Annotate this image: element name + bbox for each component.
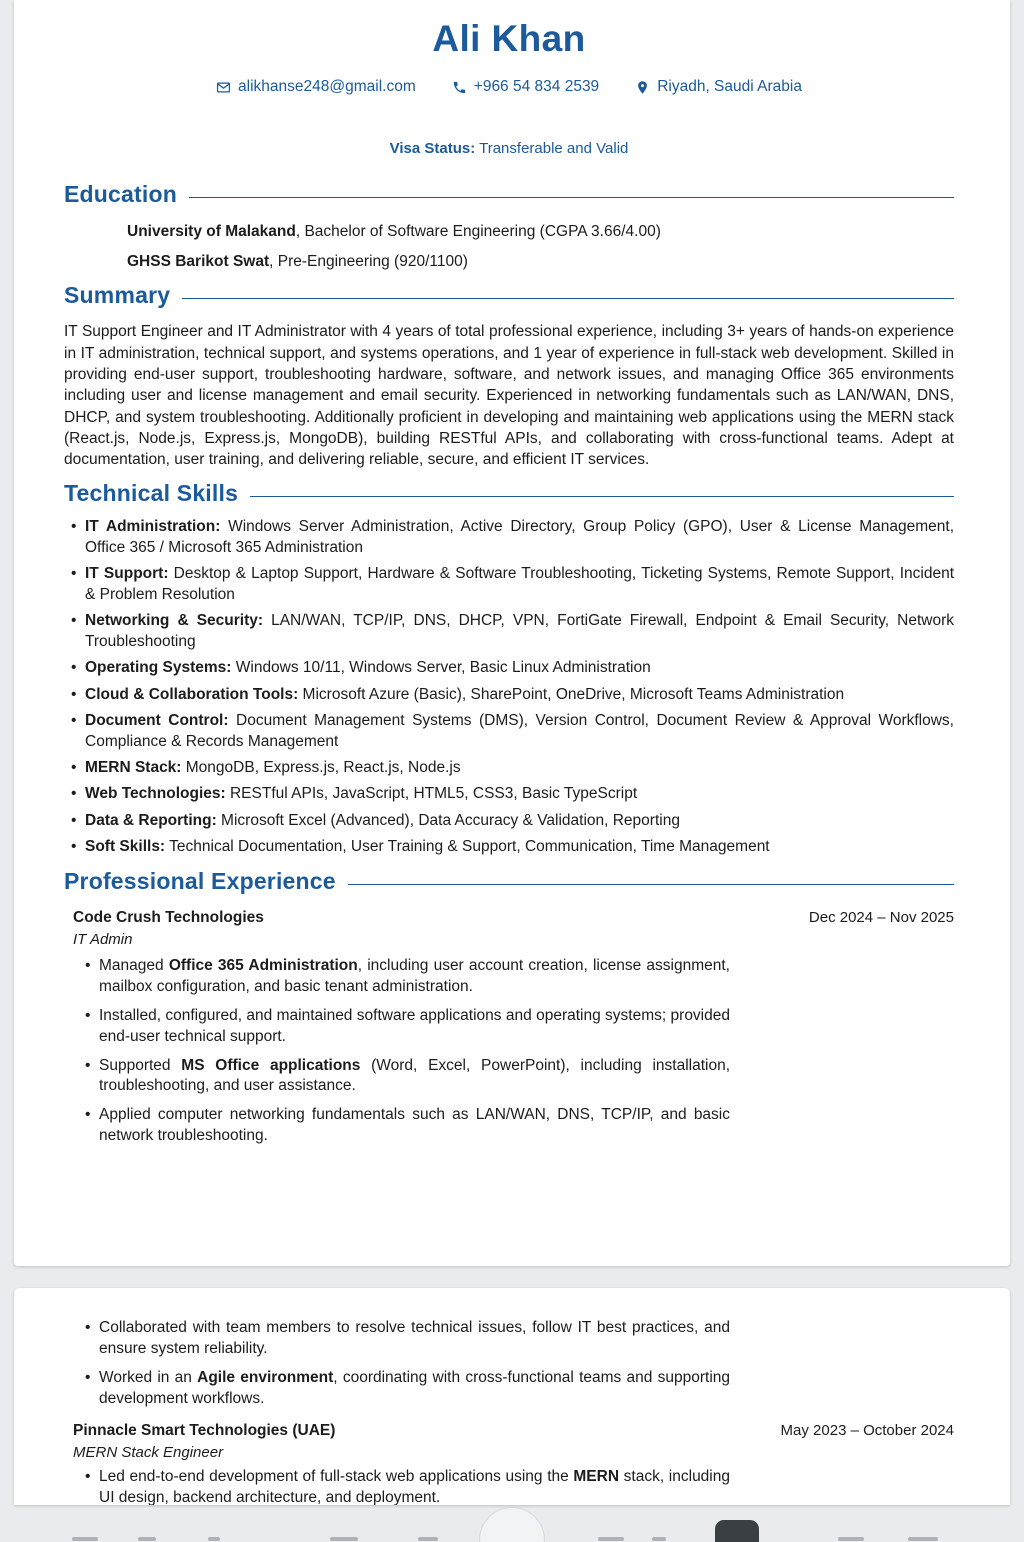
skill-item <box>64 711 954 752</box>
summary-heading-text: Summary <box>64 282 171 309</box>
skill-text: MongoDB, Express.js, React.js, Node.js <box>181 759 461 776</box>
experience-heading-text: Professional Experience <box>64 867 336 894</box>
skill-item <box>64 658 954 678</box>
text: Supported <box>99 1056 182 1074</box>
skill-text: Microsoft Azure (Basic), SharePoint, OneDrive, Microsoft Teams Administration <box>298 685 845 703</box>
skill-label: Soft Skills: <box>85 838 166 856</box>
education-heading-text: Education <box>64 181 177 207</box>
skill-text: Document Management Systems (DMS), Version Control, Document Review & Approval Workflows, Compliance & Records Management <box>85 712 954 750</box>
skill-text: Microsoft Excel (Advanced), Data Accuracy & Validation, Reporting <box>216 811 680 829</box>
education-item <box>127 222 954 242</box>
cutoff-toolbar-glyph <box>598 1537 624 1541</box>
job-header <box>64 1422 954 1440</box>
school-name: GHSS Barikot Swat <box>127 253 270 271</box>
text: (Word, Excel, PowerPoint), including installation, troubleshooting, and user assistance. <box>99 1056 730 1095</box>
contact-phone-text: +966 54 834 2539 <box>473 78 600 95</box>
skill-label: Data & Reporting: <box>85 811 217 829</box>
skill-label: Web Technologies: <box>85 785 226 803</box>
skill-text: RESTful APIs, JavaScript, HTML5, CSS3, Basic TypeScript <box>225 785 638 803</box>
job-bullet <box>85 1056 730 1098</box>
page2-job <box>64 1422 954 1505</box>
text: , coordinating with cross-functional teams and supporting development workflows. <box>99 1368 731 1407</box>
skill-label: IT Administration: <box>85 518 221 536</box>
text: Led end-to-end development of full-stack web applications using the <box>99 1467 574 1485</box>
cutoff-toolbar-glyph <box>72 1537 98 1541</box>
location-icon <box>635 80 650 95</box>
text: , including user account creation, license assignment, mailbox configuration, and basic tenant administration. <box>99 956 730 995</box>
heading-rule <box>189 197 954 198</box>
job-bullet-list <box>64 956 954 1147</box>
visa-status-label: Visa Status: <box>389 140 476 157</box>
cutoff-toolbar-glyph <box>908 1537 938 1541</box>
skill-item <box>64 517 954 558</box>
job-dates: May 2023 – October 2024 <box>780 1421 954 1439</box>
skill-label: Operating Systems: <box>85 659 232 677</box>
skill-text: Desktop & Laptop Support, Hardware & Software Troubleshooting, Ticketing Systems, Remote Support, Incident & Problem Resolution <box>85 565 955 603</box>
contact-location-text: Riyadh, Saudi Arabia <box>657 78 802 95</box>
resume-page-2 <box>14 1288 1010 1505</box>
skill-label: MERN Stack: <box>85 759 182 776</box>
viewer-bottom-bar <box>0 1505 1024 1542</box>
skill-item <box>64 564 954 605</box>
section-heading-experience <box>64 868 954 895</box>
section-heading-skills <box>64 480 954 507</box>
skill-text: LAN/WAN, TCP/IP, DNS, DHCP, VPN, FortiGate Firewall, Endpoint & Email Security, Network Troubleshooting <box>85 612 955 650</box>
skill-text: Windows 10/11, Windows Server, Basic Linux Administration <box>231 659 651 677</box>
text: Collaborated with team members to resolve technical issues, follow IT best practices, and ensure system reliability. <box>99 1319 730 1357</box>
text: stack, including UI design, backend architecture, and deployment. <box>99 1467 730 1505</box>
experience-jobs <box>64 909 954 1147</box>
skill-item <box>64 611 954 652</box>
bold-text: MERN <box>573 1467 620 1485</box>
skill-item <box>64 685 954 705</box>
company-name: Pinnacle Smart Technologies (UAE) <box>73 1421 336 1439</box>
bold-text: Agile environment <box>197 1368 334 1386</box>
page-gap <box>0 1266 1024 1288</box>
cutoff-toolbar-glyph <box>330 1537 358 1541</box>
cutoff-toolbar-glyph <box>652 1537 666 1541</box>
cutoff-toolbar-glyph <box>838 1537 864 1541</box>
job-bullet <box>85 1006 730 1048</box>
text: Worked in an <box>99 1368 198 1386</box>
job-bullet <box>85 1368 730 1410</box>
job-bullet <box>85 1467 730 1505</box>
skills-list <box>64 517 954 857</box>
section-heading-education <box>64 181 954 208</box>
skill-text: Technical Documentation, User Training & Support, Communication, Time Management <box>165 838 770 856</box>
job-bullet-list <box>64 1318 954 1410</box>
contact-email-text: alikhanse248@gmail.com <box>238 78 416 95</box>
text: Managed <box>99 956 169 974</box>
degree-text: , Bachelor of Software Engineering (CGPA 3.66/4.00) <box>295 223 661 240</box>
summary-paragraph: IT Support Engineer and IT Administrator with 4 years of total professional experience, including 3+ years of hands-on experience in IT administration, technical support, and systems operations, and 1 year of experience in full-stack web development. Skilled in providing end-user support, troubleshooting hardware, software, and network issues, and managing Office 365 environments including user and license management and email security. Experienced in networking fundamentals such as LAN/WAN, DNS, DHCP, and system troubleshooting. Additionally proficient in developing and maintaining web applications using the MERN stack (React.js, Node.js, Express.js, MongoDB), building RESTful APIs, and collaborating with cross-functional teams. Adept at documentation, user training, and delivering reliable, secure, and efficient IT services. <box>64 323 954 469</box>
contact-phone-link[interactable] <box>452 78 599 96</box>
skill-label: Cloud & Collaboration Tools: <box>85 685 299 703</box>
email-icon <box>216 80 231 95</box>
cutoff-toolbar-glyph <box>138 1537 156 1541</box>
contact-location-link[interactable] <box>635 78 802 96</box>
visa-status-line <box>64 140 954 157</box>
skill-label: IT Support: <box>85 565 169 583</box>
heading-rule <box>250 496 954 497</box>
education-list <box>64 222 954 272</box>
bold-text: Office 365 Administration <box>168 956 358 974</box>
education-item <box>127 252 954 272</box>
job-header <box>64 909 954 927</box>
job-bullet <box>85 1318 730 1360</box>
text: Installed, configured, and maintained software applications and operating systems; provided end-user technical support. <box>99 1006 730 1045</box>
phone-icon <box>452 80 467 95</box>
skill-item <box>64 837 954 857</box>
skill-item <box>64 758 954 778</box>
job-role: MERN Stack Engineer <box>73 1443 224 1461</box>
skills-heading-text: Technical Skills <box>64 480 239 507</box>
company-name: Code Crush Technologies <box>73 908 264 926</box>
cutoff-toolbar-glyph <box>208 1537 220 1541</box>
job-dates: Dec 2024 – Nov 2025 <box>808 908 954 926</box>
viewer-fab-button[interactable] <box>479 1507 545 1542</box>
heading-rule <box>182 298 954 299</box>
skill-label: Networking & Security: <box>85 612 264 630</box>
job-role: IT Admin <box>73 930 133 948</box>
page2-continuation <box>64 1318 954 1410</box>
section-heading-summary <box>64 282 954 309</box>
visa-status-value: Transferable and Valid <box>479 140 629 157</box>
job-bullet <box>85 1105 730 1147</box>
contact-row <box>64 78 954 96</box>
heading-rule <box>348 884 954 885</box>
bold-text: MS Office applications <box>181 1056 361 1074</box>
job-bullet-list <box>64 1467 954 1505</box>
degree-text: , Pre-Engineering (920/1100) <box>269 253 468 271</box>
contact-email-link[interactable] <box>216 78 416 96</box>
job-bullet <box>85 956 730 998</box>
text: Applied computer networking fundamentals such as LAN/WAN, DNS, TCP/IP, and basic network troubleshooting. <box>99 1106 730 1145</box>
skill-text: Windows Server Administration, Active Directory, Group Policy (GPO), User & License Management, Office 365 / Microsoft 365 Administration <box>85 518 955 556</box>
cutoff-toolbar-glyph <box>418 1537 438 1541</box>
skill-item <box>64 784 954 804</box>
resume-name: Ali Khan <box>432 18 586 59</box>
viewer-dark-button[interactable] <box>715 1520 759 1542</box>
school-name: University of Malakand <box>127 223 296 240</box>
skill-item <box>64 811 954 831</box>
resume-page-1 <box>14 0 1010 1266</box>
skill-label: Document Control: <box>85 712 229 730</box>
